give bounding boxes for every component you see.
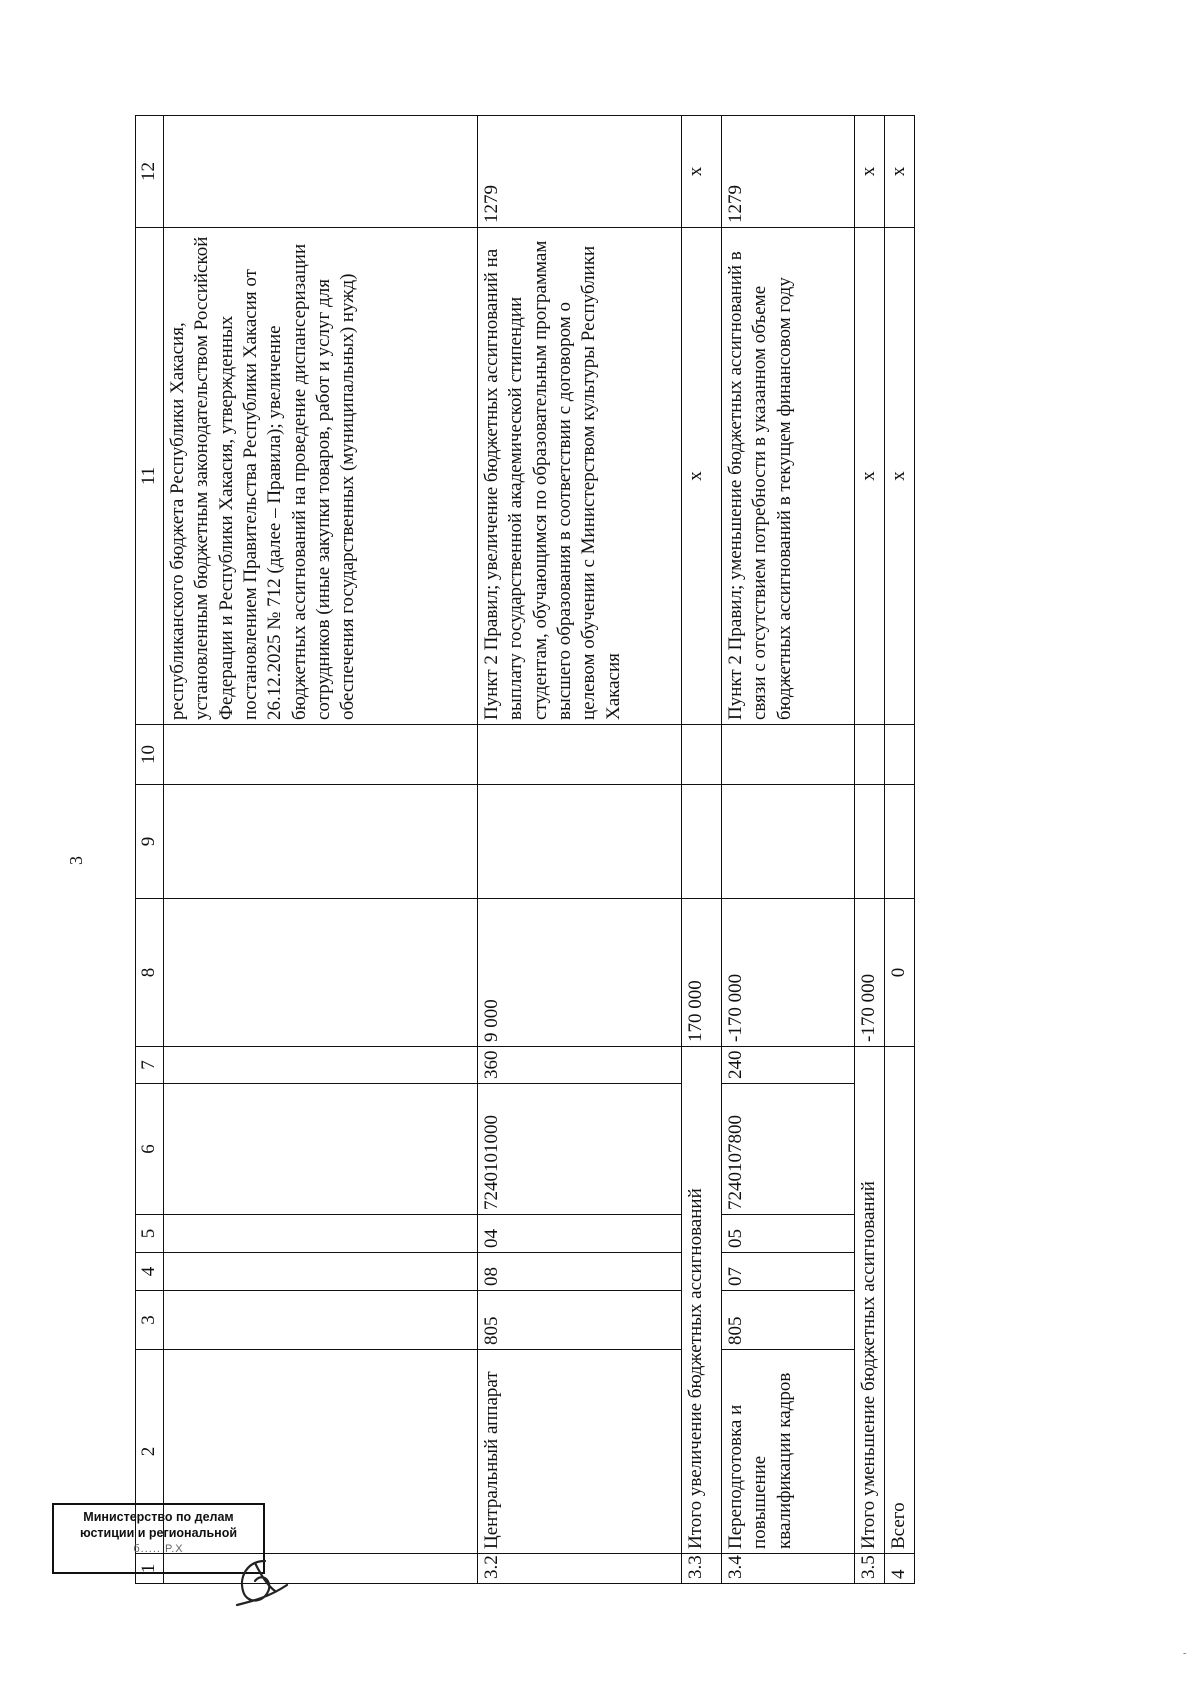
table-row-3-5	[855, 116, 885, 1584]
document-number: 1279	[478, 116, 682, 228]
code-expense-type: 360	[478, 1047, 682, 1084]
cell	[885, 725, 915, 785]
cell	[478, 785, 682, 899]
row-number: 3.2	[478, 1554, 682, 1584]
total-label: Всего	[885, 1047, 915, 1554]
cell	[164, 785, 478, 899]
signature-icon	[225, 1555, 295, 1615]
budget-table	[135, 115, 915, 1584]
col-header-2: 2	[136, 1350, 164, 1554]
code-target: 7240101000	[478, 1084, 682, 1215]
col-header-5: 5	[136, 1215, 164, 1253]
cell	[855, 785, 885, 899]
col-header-3: 3	[136, 1291, 164, 1350]
cell	[722, 785, 855, 899]
col-header-8: 8	[136, 899, 164, 1047]
cell	[164, 1291, 478, 1350]
table-row-4	[885, 116, 915, 1584]
amount: 0	[885, 899, 915, 1047]
col-header-9: 9	[136, 785, 164, 899]
document-number: 1279	[722, 116, 855, 228]
cell	[164, 1215, 478, 1253]
placeholder-x: х	[885, 116, 915, 228]
code-subsection: 05	[722, 1215, 855, 1253]
cell	[164, 1084, 478, 1215]
placeholder-x: х	[855, 228, 885, 725]
cell	[164, 1253, 478, 1291]
justification-cell: Пункт 2 Правил; уменьшение бюджетных ассигнований в связи с отсутствием потребности в указанном объеме бюджетных ассигнований в текущем финансовом году	[722, 228, 855, 725]
stamp-line-1: Министерство по делам	[83, 1510, 234, 1524]
amount: 9 000	[478, 899, 682, 1047]
amount: -170 000	[722, 899, 855, 1047]
justification-cell: республиканского бюджета Республики Хакасия, установленным бюджетным законодательством Российской Федерации и Республики Хакасия, утвержденных постановлением Правительства Республики Хакасия от 26.12.2025 № 712 (далее – Правила); увеличение бюджетных ассигнований на проведение диспансеризации сотрудников (иные закупки товаров, работ и услуг для обеспечения государственных (муниципальных) нужд)	[164, 228, 478, 725]
stamp-line-3: б..... Р.Х	[133, 1542, 184, 1555]
cell	[478, 725, 682, 785]
item-name: Переподготовка и повышение квалификации кадров	[722, 1350, 855, 1554]
page-number: 3	[66, 856, 86, 865]
col-header-12: 12	[136, 116, 164, 228]
col-header-4: 4	[136, 1253, 164, 1291]
cell	[682, 725, 722, 785]
code-section: 07	[722, 1253, 855, 1291]
header-row	[136, 116, 164, 1584]
row-number: 3.5	[855, 1554, 885, 1584]
code-expense-type: 240	[722, 1047, 855, 1084]
col-header-1: 1	[136, 1554, 164, 1584]
cell	[164, 116, 478, 228]
code-target: 7240107800	[722, 1084, 855, 1215]
code-ministry: 805	[478, 1291, 682, 1350]
placeholder-x: х	[855, 116, 885, 228]
code-section: 08	[478, 1253, 682, 1291]
col-header-10: 10	[136, 725, 164, 785]
cell	[682, 785, 722, 899]
placeholder-x: х	[682, 116, 722, 228]
row-number: 3.4	[722, 1554, 855, 1584]
amount: -170 000	[855, 899, 885, 1047]
cell	[722, 725, 855, 785]
row-number: 4	[885, 1554, 915, 1584]
cell	[855, 725, 885, 785]
placeholder-x: х	[885, 228, 915, 725]
table-row-3-4	[722, 116, 855, 1584]
total-label: Итого увеличение бюджетных ассигнований	[682, 1047, 722, 1554]
cell	[164, 1047, 478, 1084]
cell	[885, 785, 915, 899]
table-row-continuation	[164, 116, 478, 1584]
justification-cell: Пункт 2 Правил; увеличение бюджетных ассигнований на выплату государственной академической стипендии студентам, обучающимся по образовательным программам высшего образования в соответствии с договором о целевом обучении с Министерством культуры Республики Хакасия	[478, 228, 682, 725]
scan-mark: ˜	[1183, 1652, 1187, 1663]
total-label: Итого уменьшение бюджетных ассигнований	[855, 1047, 885, 1554]
col-header-11: 11	[136, 228, 164, 725]
stamp-line-2: юстиции и региональной	[79, 1526, 238, 1541]
placeholder-x: х	[682, 228, 722, 725]
col-header-6: 6	[136, 1084, 164, 1215]
cell	[164, 725, 478, 785]
rotated-table-container	[135, 116, 1065, 1584]
row-number: 3.3	[682, 1554, 722, 1584]
col-header-7: 7	[136, 1047, 164, 1084]
code-ministry: 805	[722, 1291, 855, 1350]
item-name: Центральный аппарат	[478, 1350, 682, 1554]
cell	[164, 899, 478, 1047]
amount: 170 000	[682, 899, 722, 1047]
table-row-3-2	[478, 116, 682, 1584]
table-row-3-3	[682, 116, 722, 1584]
code-subsection: 04	[478, 1215, 682, 1253]
